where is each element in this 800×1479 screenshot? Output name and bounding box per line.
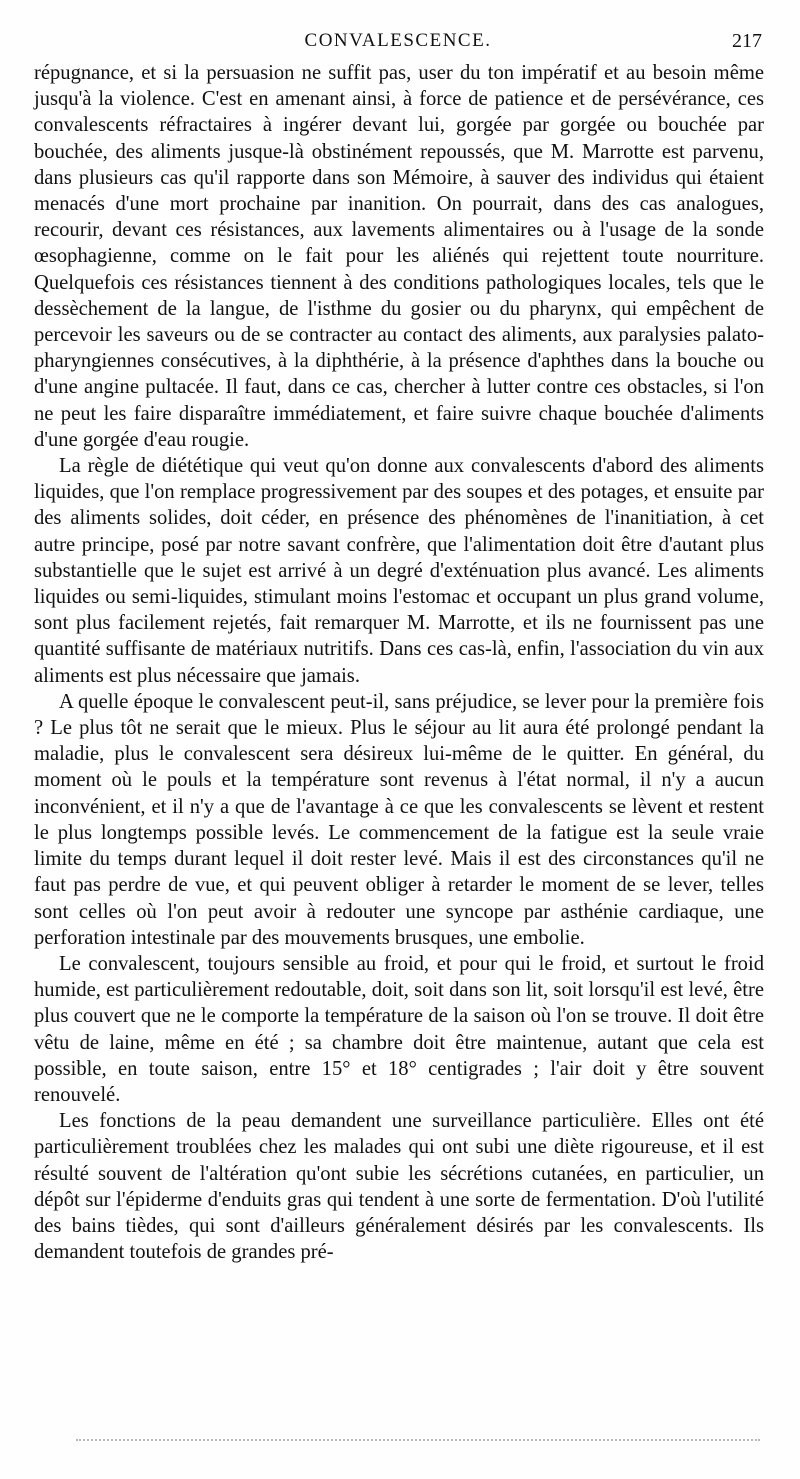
body-text xyxy=(34,60,764,1265)
paragraph-skin-functions: Les fonctions de la peau demandent une surveillance particulière. Elles ont été particulièrement troublées chez les malades qui ont subi une diète rigoureuse, et il est résulté souvent de l'altération qu'ont subie les sécrétions cutanées, en particulier, un dépôt sur l'épiderme d'enduits gras qui tendent à une sorte de fermentation. D'où l'utilité des bains tièdes, qui sont d'ailleurs généralement désirés par les convalescents. Ils demandent toutefois de grandes pré- xyxy=(34,1110,764,1264)
paragraph-first-rising: A quelle époque le convalescent peut-il, sans préjudice, se lever pour la première fois ? Le plus tôt ne serait que le mieux. Plus le séjour au lit aura été prolongé pendant la maladie, plus le convalescent sera désireux lui-même de le quitter. En général, du moment où le pouls et la température sont revenus à l'état normal, il n'y a aucun inconvénient, et il n'y a que de l'avantage à ce que les convalescents se lèvent et restent le plus longtemps possible levés. Le commencement de la fatigue est la seule vraie limite du temps durant lequel il doit rester levé. Mais il est des circonstances qu'il ne faut pas perdre de vue, et qui peuvent obliger à retarder le moment de se lever, telles sont celles où l'on peut avoir à redouter une syncope par asthénie cardiaque, une perforation intestinale par des mouvements brusques, une embolie. xyxy=(34,690,764,949)
scan-artifact-line xyxy=(76,1439,760,1443)
paragraph-cold-protection: Le convalescent, toujours sensible au froid, et pour qui le froid, et surtout le froid humide, est particulièrement redoutable, doit, soit dans son lit, soit lorsqu'il est levé, être plus couvert que ne le comporte la température de la saison où l'on se trouve. Il doit être vêtu de laine, même en été ; sa chambre doit être maintenue, autant que cela est possible, en toute saison, entre 15° et 18° centigrades ; l'air doit y être souvent renouvelé. xyxy=(34,952,764,1106)
paragraph-continued: répugnance, et si la persuasion ne suffit pas, user du ton impératif et au besoin même jusqu'à la violence. C'est en amenant ainsi, à force de patience et de persévérance, ces convalescents réfractaires à ingérer devant lui, gorgée par gorgée ou bouchée par bouchée, des aliments jusque-là obstinément repoussés, que M. Marrotte est parvenu, dans plusieurs cas qu'il rapporte dans son Mémoire, à sauver des individus qui étaient menacés d'une mort prochaine par inanition. On pourrait, dans des cas analogues, recourir, devant ces résistances, aux lavements alimentaires ou à l'usage de la sonde œsophagienne, comme on le fait pour les aliénés qui rejettent toute nourriture. Quelquefois ces résistances tiennent à des conditions pathologiques locales, tels que le dessèchement de la langue, de l'isthme du gosier ou du pharynx, qui empêchent de percevoir les saveurs ou de se contracter au contact des aliments, aux paralysies palato-pharyngiennes consécutives, à la diphthérie, à la présence d'aphthes dans la bouche ou d'une angine pultacée. Il faut, dans ce cas, chercher à lutter contre ces obstacles, si l'on ne peut les faire disparaître immédiatement, et faire suivre chaque bouchée d'aliments d'une gorgée d'eau rougie. xyxy=(34,62,764,451)
running-head xyxy=(34,30,762,56)
page-number: 217 xyxy=(732,30,762,52)
paragraph-dietetics: La règle de diététique qui veut qu'on donne aux convalescents d'abord des aliments liquides, que l'on remplace progressivement par des soupes et des potages, et ensuite par des aliments solides, doit céder, en présence des phénomènes de l'inanitiation, à cet autre principe, posé par notre savant confrère, que l'alimentation doit être d'autant plus substantielle que le sujet est arrivé à un degré d'exténuation plus avancé. Les aliments liquides ou semi-liquides, stimulant moins l'estomac et occupant un plus grand volume, sont plus facilement rejetés, fait remarquer M. Marrotte, et ils ne fournissent pas une quantité suffisante de matériaux nutritifs. Dans ces cas-là, enfin, l'association du vin aux aliments est plus nécessaire que jamais. xyxy=(34,455,764,687)
running-title: CONVALESCENCE. xyxy=(304,30,492,51)
